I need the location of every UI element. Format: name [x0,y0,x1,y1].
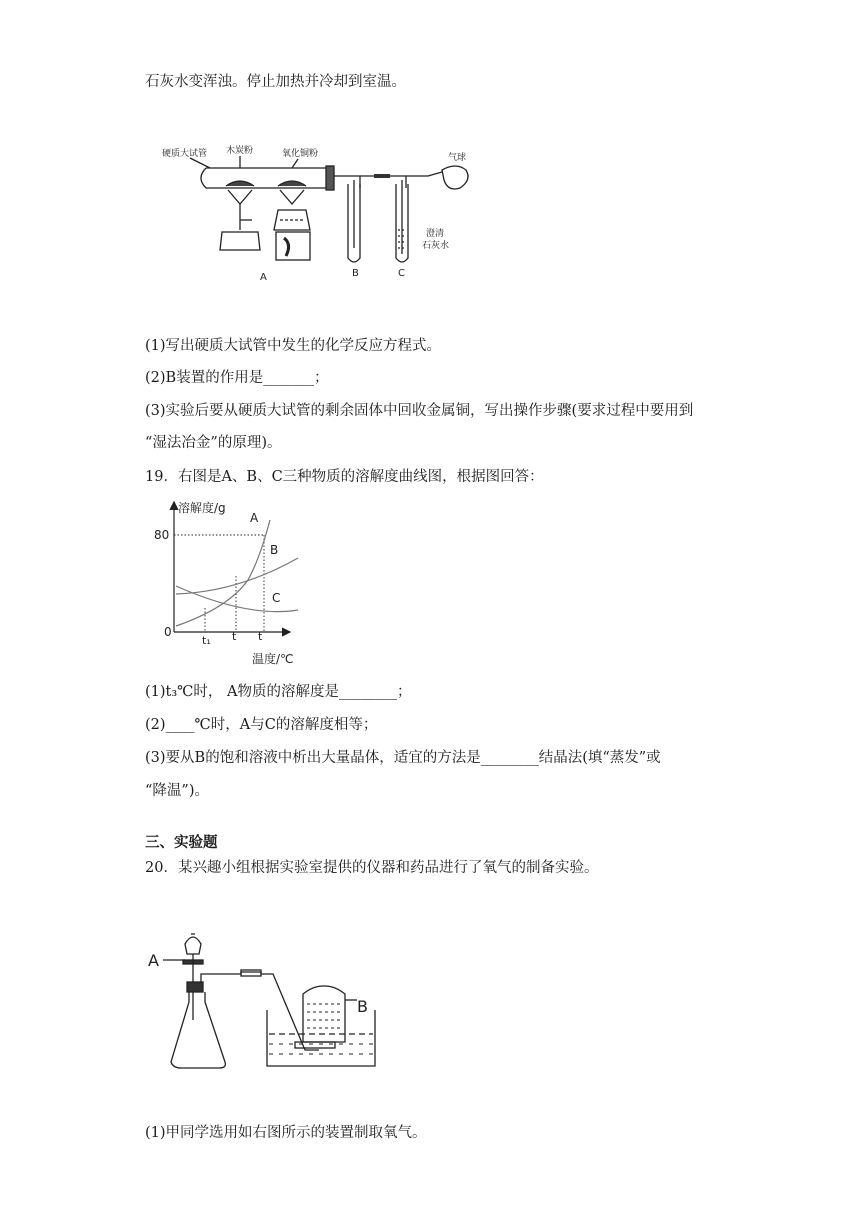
label-cuo: 氧化铜粉 [282,149,319,159]
label-c: C [398,268,405,279]
label-charcoal: 木炭粉 [226,146,254,156]
q20-oxygen-apparatus [145,930,390,1075]
series-label-c: C [272,591,281,605]
y-axis-arrow [170,502,178,510]
q19-sub2: (2)____℃时，A与C的溶解度相等； [145,717,378,733]
x-tick-t3: t [258,630,263,643]
q19-solubility-chart [148,498,308,668]
label-limewater-2: 石灰水 [422,241,450,251]
series-label-b: B [270,543,279,557]
label-hard-tube: 硬质大试管 [162,149,208,159]
label-b: B [352,268,359,279]
label-limewater-1: 澄清 [426,229,445,239]
label-balloon: 气球 [448,153,467,163]
q19-stem: 19．右图是A、B、C三种物质的溶解度曲线图，根据图回答： [145,469,544,485]
q18-sub3-line1: (3)实验后要从硬质大试管的剩余固体中回收金属铜，写出操作步骤(要求过程中要用到 [145,403,694,419]
label-a: A [260,272,267,283]
x-tick-t2: t [232,630,237,643]
x-tick-t1: t₁ [202,634,211,647]
q19-sub3-line2: “降温”)。 [145,783,209,799]
q19-sub3-line1: (3)要从B的饱和溶液中析出大量晶体，适宜的方法是________结晶法(填“蒸发”或 [145,750,661,766]
q18-intro-tail: 石灰水变浑浊。停止加热并冷却到室温。 [145,74,406,90]
label-a: A [148,951,159,970]
q18-sub3-line2: “湿法冶金”的原理)。 [145,435,282,451]
q18-sub2: (2)B装置的作用是_______； [145,370,329,386]
q20-sub1: (1)甲同学选用如右图所示的装置制取氧气。 [145,1125,427,1141]
q20-stem: 20．某兴趣小组根据实验室提供的仪器和药品进行了氧气的制备实验。 [145,860,599,876]
q18-sub1: (1)写出硬质大试管中发生的化学反应方程式。 [145,338,442,354]
section-3-heading: 三、实验题 [145,835,218,851]
curve-b [176,558,298,594]
series-label-a: A [250,511,259,525]
x-axis-label: 温度/℃ [252,652,294,666]
q18-apparatus-figure [160,140,490,288]
y-tick-0: 0 [164,625,172,639]
x-axis-arrow [282,628,290,636]
y-tick-80: 80 [154,528,170,542]
q19-sub1: (1)t₃℃时， A物质的溶解度是________； [145,684,412,700]
y-axis-label: 溶解度/g [178,501,226,515]
label-b: B [357,997,368,1016]
